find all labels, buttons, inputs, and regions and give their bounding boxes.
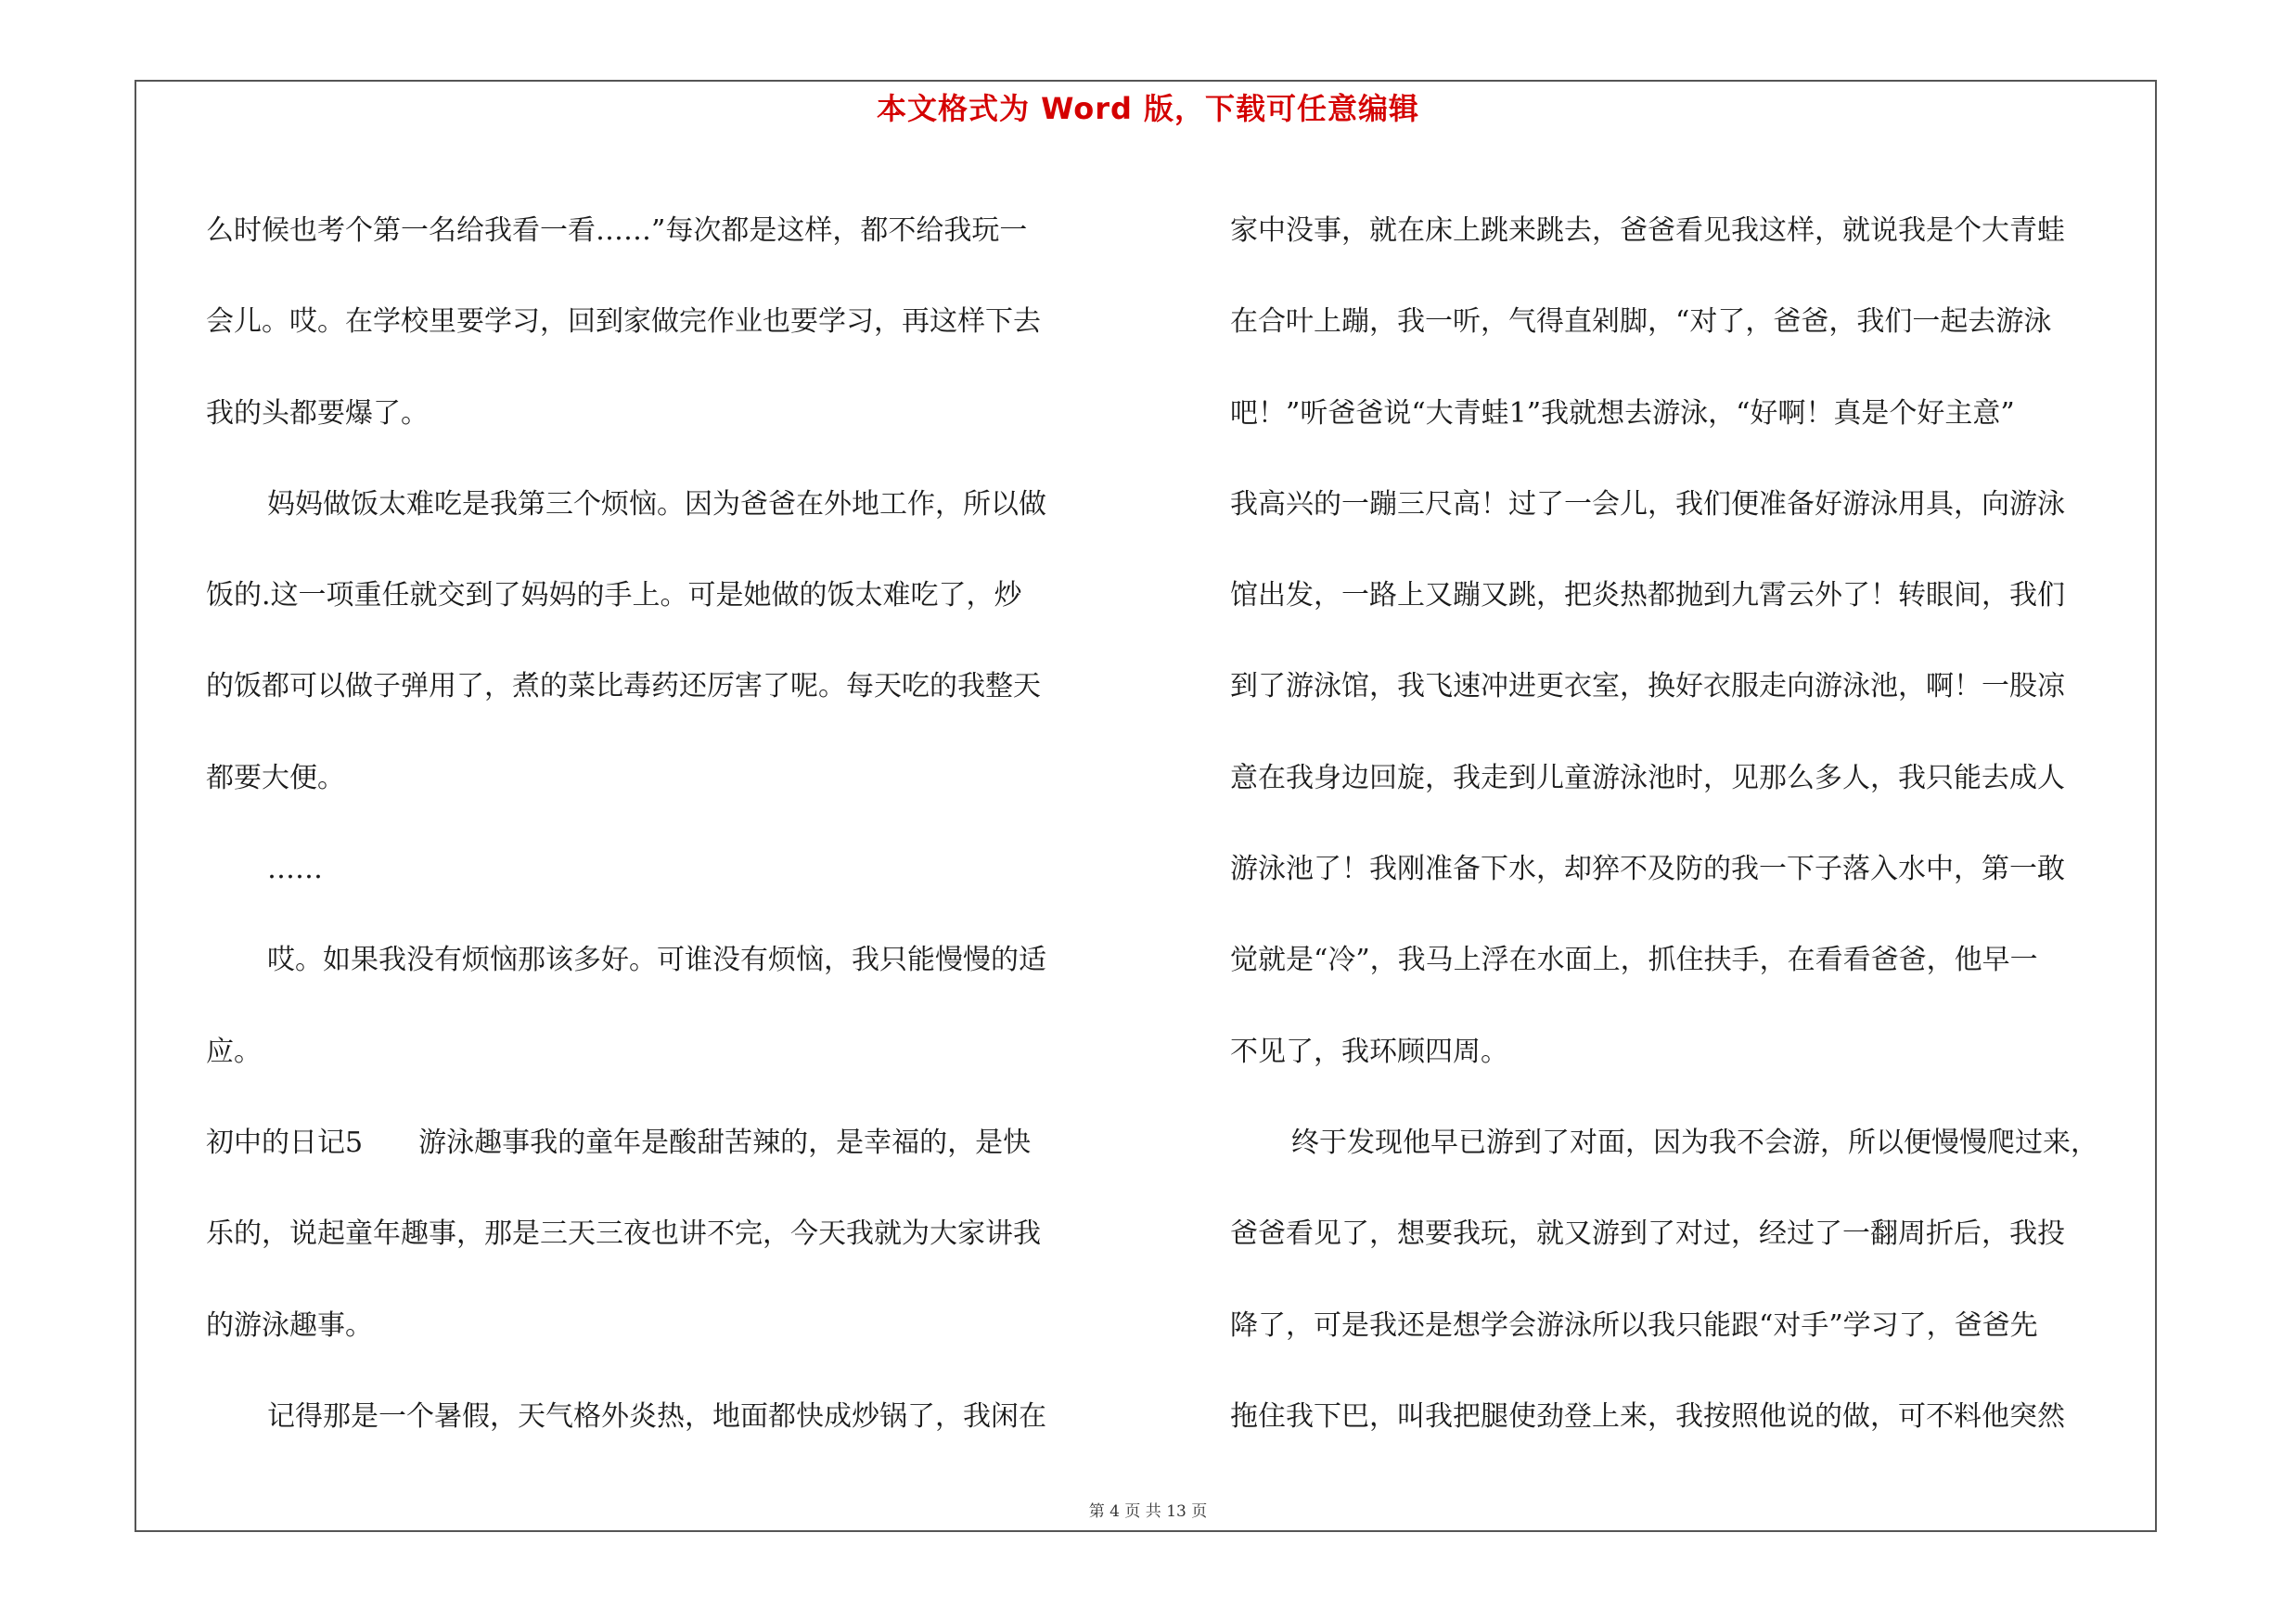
text-line: 觉就是“冷”，我马上浮在水面上，抓住扶手，在看看爸爸，他早一 (1230, 944, 2038, 977)
text-line: 的游泳趣事。 (206, 1308, 373, 1342)
text-line: 意在我身边回旋，我走到儿童游泳池时，见那么多人，我只能去成人 (1230, 761, 2065, 794)
text-line: 会儿。哎。在学校里要学习，回到家做完作业也要学习，再这样下去 (206, 305, 1041, 339)
text-line: 拖住我下巴，叫我把腿使劲登上来，我按照他说的做，可不料他突然 (1230, 1399, 2065, 1433)
section-heading-line: 初中的日记5 游泳趣事我的童年是酸甜苦辣的，是幸福的，是快 (206, 1126, 1032, 1159)
text-line: 游泳池了！我刚准备下水，却猝不及防的我一下子落入水中，第一敢 (1230, 853, 2065, 886)
page-number: 第 4 页 共 13 页 (1088, 1502, 1208, 1521)
text-line: 的饭都可以做子弹用了，煮的菜比毒药还厉害了呢。每天吃的我整天 (206, 670, 1041, 703)
text-line: 么时候也考个第一名给我看一看……”每次都是这样，都不给我玩一 (206, 214, 1028, 247)
text-line: …… (267, 853, 323, 886)
text-line: 妈妈做饭太难吃是我第三个烦恼。因为爸爸在外地工作，所以做 (267, 487, 1046, 521)
text-line: 降了，可是我还是想学会游泳所以我只能跟“对手”学习了，爸爸先 (1230, 1308, 2038, 1342)
text-line: 我高兴的一蹦三尺高！过了一会儿，我们便准备好游泳用具，向游泳 (1230, 487, 2065, 521)
right-column (1230, 186, 2148, 1462)
text-line: 到了游泳馆，我飞速冲进更衣室，换好衣服走向游泳池，啊！一股凉 (1230, 670, 2065, 703)
text-line: 在合叶上蹦，我一听，气得直剁脚，“对了，爸爸，我们一起去游泳 (1230, 305, 2052, 339)
text-line: 记得那是一个暑假，天气格外炎热，地面都快成炒锅了，我闲在 (267, 1399, 1046, 1433)
text-line: 馆出发，一路上又蹦又跳，把炎热都抛到九霄云外了！转眼间，我们 (1230, 579, 2065, 612)
text-line: 家中没事，就在床上跳来跳去，爸爸看见我这样，就说我是个大青蛙 (1230, 214, 2065, 247)
text-line: 哎。如果我没有烦恼那该多好。可谁没有烦恼，我只能慢慢的适 (267, 944, 1046, 977)
text-line: 终于发现他早已游到了对面，因为我不会游，所以便慢慢爬过来， (1291, 1126, 2098, 1159)
format-banner: 本文格式为 Word 版，下载可任意编辑 (876, 91, 1420, 126)
text-line: 都要大便。 (206, 761, 345, 794)
text-line: 我的头都要爆了。 (206, 396, 429, 430)
text-line: 乐的，说起童年趣事，那是三天三夜也讲不完，今天我就为大家讲我 (206, 1217, 1041, 1251)
text-line: 不见了，我环顾四周。 (1230, 1035, 1508, 1068)
text-line: 饭的.这一项重任就交到了妈妈的手上。可是她做的饭太难吃了，炒 (206, 579, 1022, 612)
text-line: 爸爸看见了，想要我玩，就又游到了对过，经过了一翻周折后，我投 (1230, 1217, 2065, 1251)
text-line: 吧！”听爸爸说“大青蛙1”我就想去游泳，“好啊！真是个好主意” (1230, 396, 2015, 430)
text-line: 应。 (206, 1035, 262, 1068)
left-column (206, 186, 1124, 1462)
